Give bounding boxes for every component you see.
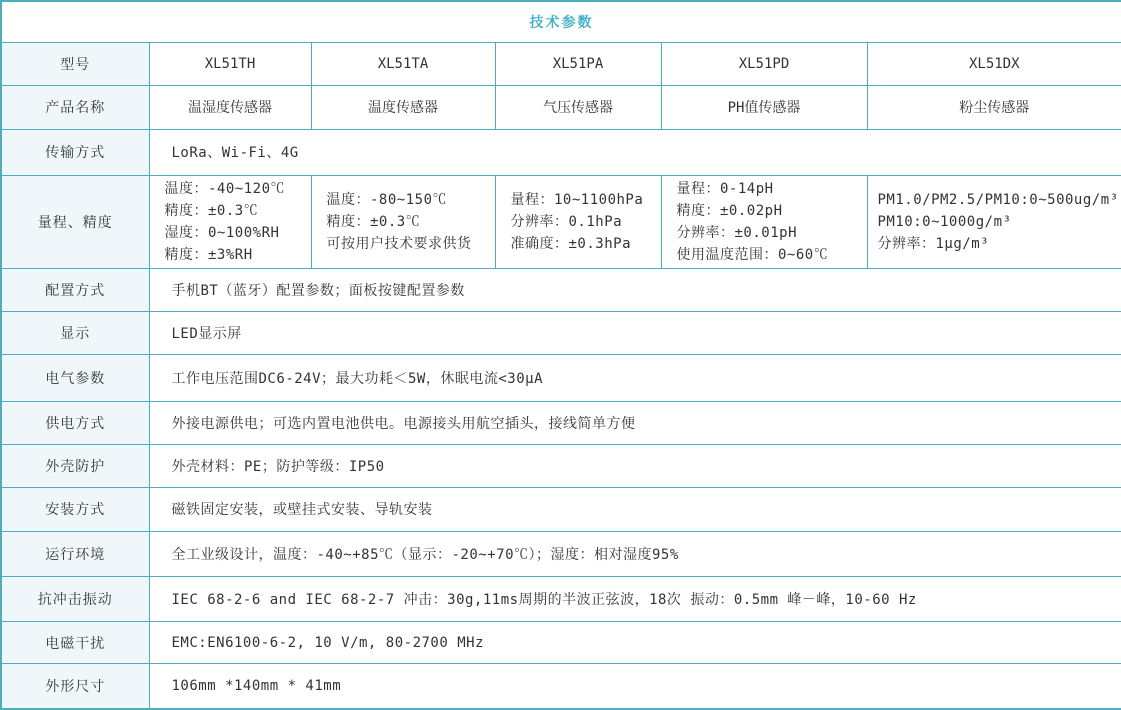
model-cell-xl51pa: XL51PA xyxy=(495,42,661,85)
spec-row-configuration xyxy=(1,269,1121,312)
spec-row-shock-vibration xyxy=(1,577,1121,622)
range-line: PM1.0/PM2.5/PM10:0~500ug/m³ xyxy=(877,192,1119,209)
model-row xyxy=(1,42,1121,85)
title-row xyxy=(1,1,1121,42)
transmission-row xyxy=(1,129,1121,175)
model-cell-xl51th: XL51TH xyxy=(149,42,311,85)
spec-label: 配置方式 xyxy=(1,269,149,312)
range-line: 使用温度范围：0~60℃ xyxy=(676,247,829,264)
model-cell-xl51pd: XL51PD xyxy=(661,42,867,85)
range-line: 量程：10~1100hPa xyxy=(510,192,644,209)
transmission-value: LoRa、Wi-Fi、4G xyxy=(149,129,1121,175)
range-line: 分辨率：±0.01pH xyxy=(676,225,798,242)
spec-label: 显示 xyxy=(1,312,149,355)
range-line: 精度：±0.3℃ xyxy=(164,203,259,220)
range-line: 分辨率：1μg/m³ xyxy=(877,236,990,253)
spec-value: 全工业级设计，温度：-40~+85℃（显示：-20~+70℃）；湿度：相对湿度95% xyxy=(149,531,1121,576)
range-line: 精度：±3%RH xyxy=(164,247,253,264)
spec-value: 磁铁固定安装，或壁挂式安装、导轨安装 xyxy=(149,487,1121,531)
range-cell-xl51dx xyxy=(867,175,1121,268)
spec-label: 抗冲击振动 xyxy=(1,577,149,622)
product-cell: PH值传感器 xyxy=(661,85,867,129)
spec-value: 工作电压范围DC6-24V；最大功耗＜5W，休眠电流<30μA xyxy=(149,355,1121,401)
spec-row-installation xyxy=(1,487,1121,531)
spec-row-operating-environment xyxy=(1,531,1121,576)
product-cell: 气压传感器 xyxy=(495,85,661,129)
spec-label: 电磁干扰 xyxy=(1,622,149,664)
product-row-label: 产品名称 xyxy=(1,85,149,129)
transmission-row-label: 传输方式 xyxy=(1,129,149,175)
range-line: 量程：0-14pH xyxy=(676,181,774,198)
page-title: 技术参数 xyxy=(1,1,1121,42)
model-cell-xl51dx: XL51DX xyxy=(867,42,1121,85)
spec-label: 电气参数 xyxy=(1,355,149,401)
range-line: 精度：±0.3℃ xyxy=(326,214,421,231)
spec-value: 手机BT（蓝牙）配置参数；面板按键配置参数 xyxy=(149,269,1121,312)
range-cell-xl51pa xyxy=(495,175,661,268)
range-line: 温度：-80~150℃ xyxy=(326,192,448,209)
range-line: 温度：-40~120℃ xyxy=(164,181,286,198)
spec-value: EMC:EN6100-6-2, 10 V/m, 80-2700 MHz xyxy=(149,622,1121,664)
range-line: 准确度：±0.3hPa xyxy=(510,236,632,253)
range-line: PM10:0~1000g/m³ xyxy=(877,214,1012,231)
spec-row-power-supply xyxy=(1,401,1121,444)
spec-row-dimensions xyxy=(1,664,1121,709)
model-row-label: 型号 xyxy=(1,42,149,85)
range-cell-xl51pd xyxy=(661,175,867,268)
spec-row-enclosure xyxy=(1,444,1121,487)
spec-row-display xyxy=(1,312,1121,355)
spec-value: IEC 68-2-6 and IEC 68-2-7 冲击：30g,11ms周期的半波正弦波，18次 振动：0.5mm 峰－峰，10-60 Hz xyxy=(149,577,1121,622)
product-name-row xyxy=(1,85,1121,129)
range-line: 可按用户技术要求供货 xyxy=(326,236,472,253)
range-line: 分辨率：0.1hPa xyxy=(510,214,623,231)
spec-label: 运行环境 xyxy=(1,531,149,576)
model-cell-xl51ta: XL51TA xyxy=(311,42,495,85)
range-line: 湿度：0~100%RH xyxy=(164,225,280,242)
product-cell: 粉尘传感器 xyxy=(867,85,1121,129)
spec-row-emc xyxy=(1,622,1121,664)
spec-label: 外壳防护 xyxy=(1,444,149,487)
product-cell: 温湿度传感器 xyxy=(149,85,311,129)
spec-label: 安装方式 xyxy=(1,487,149,531)
range-line: 精度：±0.02pH xyxy=(676,203,783,220)
spec-value: 外接电源供电；可选内置电池供电。电源接头用航空插头，接线简单方便 xyxy=(149,401,1121,444)
range-accuracy-row xyxy=(1,175,1121,268)
spec-label: 外形尺寸 xyxy=(1,664,149,709)
spec-value: LED显示屏 xyxy=(149,312,1121,355)
range-cell-xl51th xyxy=(149,175,311,268)
range-row-label: 量程、精度 xyxy=(1,175,149,268)
product-cell: 温度传感器 xyxy=(311,85,495,129)
spec-value: 外壳材料：PE；防护等级：IP50 xyxy=(149,444,1121,487)
range-cell-xl51ta xyxy=(311,175,495,268)
spec-label: 供电方式 xyxy=(1,401,149,444)
spec-value: 106mm *140mm * 41mm xyxy=(149,664,1121,709)
spec-row-electrical xyxy=(1,355,1121,401)
